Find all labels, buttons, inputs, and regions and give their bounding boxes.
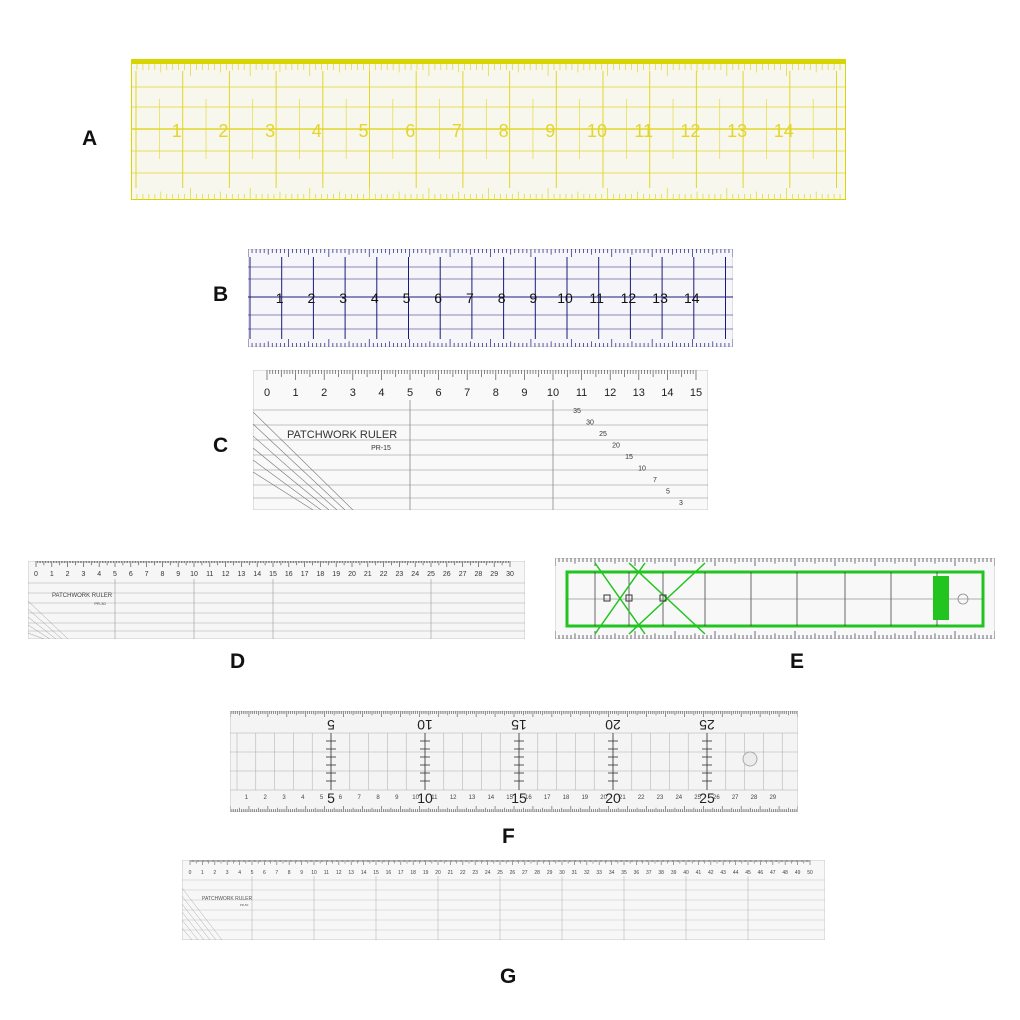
ruler-a (131, 59, 846, 200)
ruler-f-big-number: 5 (327, 790, 335, 806)
ruler-f-small-number: 26 (713, 795, 720, 801)
ruler-c-angle-label: 7 (653, 477, 657, 484)
ruler-b-number: 6 (434, 290, 443, 306)
ruler-d-number: 17 (300, 571, 309, 578)
ruler-a-number: 3 (265, 121, 276, 141)
ruler-f-image (230, 711, 798, 812)
ruler-g-number: 18 (410, 870, 416, 876)
ruler-c-number: 11 (575, 387, 588, 399)
ruler-d-number: 8 (160, 571, 165, 578)
ruler-c-number: 8 (492, 387, 499, 399)
ruler-f-small-number: 11 (431, 795, 438, 801)
ruler-g-number: 27 (522, 870, 528, 876)
ruler-d-number: 27 (458, 571, 467, 578)
ruler-d-number: 2 (65, 571, 70, 578)
ruler-a-number: 6 (405, 121, 416, 141)
ruler-a-number: 10 (586, 121, 608, 141)
ruler-d-number: 25 (427, 571, 435, 578)
ruler-g-number: 34 (608, 870, 615, 876)
ruler-f-small-number: 15 (506, 795, 513, 801)
ruler-c-angle-label: 15 (625, 454, 633, 461)
ruler-f-small-number: 12 (449, 795, 457, 801)
ruler-g-number: 23 (472, 870, 478, 876)
ruler-f-small-number: 7 (357, 795, 361, 801)
ruler-f-small-number: 18 (562, 795, 570, 801)
ruler-d-number: 19 (332, 571, 341, 578)
ruler-g-number: 14 (360, 870, 367, 876)
ruler-g-number: 50 (807, 870, 813, 876)
ruler-g-number: 44 (732, 870, 739, 876)
ruler-c-number: 7 (464, 387, 471, 399)
ruler-g-number: 7 (275, 870, 279, 876)
ruler-g-number: 21 (447, 870, 454, 876)
ruler-f-small-number: 1 (244, 795, 249, 801)
ruler-c-number: 15 (689, 387, 703, 399)
ruler-d-number: 29 (490, 571, 499, 578)
ruler-f-small-number: 21 (619, 795, 626, 801)
ruler-b (248, 249, 733, 347)
ruler-d-number: 23 (395, 571, 404, 578)
ruler-f-big-number-top: 20 (605, 717, 621, 733)
ruler-c-number: 3 (349, 387, 356, 399)
ruler-a-number: 12 (680, 121, 701, 141)
ruler-f-small-number: 19 (581, 795, 589, 801)
ruler-d-number: 7 (144, 571, 149, 578)
ruler-a-number: 14 (773, 121, 794, 141)
ruler-f-small-number: 25 (694, 795, 701, 801)
ruler-f-small-number: 3 (282, 795, 286, 801)
ruler-d-number: 21 (363, 571, 372, 578)
ruler-g-number: 48 (782, 870, 788, 876)
ruler-g-number: 17 (398, 870, 404, 876)
ruler-c-angle-label: 20 (612, 442, 620, 450)
ruler-f-small-number: 29 (769, 795, 777, 801)
ruler-g-number: 15 (373, 870, 379, 876)
ruler-c-number: 0 (263, 387, 271, 399)
ruler-g-number: 5 (250, 870, 254, 876)
ruler-g-number: 49 (794, 870, 801, 876)
ruler-f-big-number: 15 (511, 790, 527, 806)
ruler-g (182, 860, 825, 940)
ruler-g-model-text: PR-50 (239, 903, 249, 907)
label-e: E (790, 650, 805, 673)
ruler-g-number: 45 (745, 870, 751, 876)
ruler-b-number: 12 (620, 290, 637, 306)
ruler-b-number: 14 (684, 290, 700, 306)
ruler-g-number: 42 (708, 870, 714, 876)
ruler-a-number: 11 (634, 121, 654, 141)
ruler-c-number: 10 (546, 387, 560, 399)
ruler-a-number: 7 (451, 121, 462, 141)
ruler-b-number: 1 (275, 290, 284, 306)
ruler-b-number: 3 (339, 290, 347, 306)
ruler-g-number: 11 (323, 870, 330, 876)
ruler-a-number: 5 (358, 121, 369, 141)
ruler-c-number: 6 (435, 387, 442, 399)
ruler-d-number: 30 (506, 571, 514, 578)
ruler-g-number: 40 (683, 870, 689, 876)
ruler-g-number: 30 (559, 870, 565, 876)
ruler-d-number: 20 (348, 571, 356, 578)
ruler-a-number: 4 (311, 121, 322, 141)
ruler-c-angle-label: 25 (599, 431, 607, 438)
ruler-c-model-text: PR-15 (371, 445, 391, 452)
ruler-d-number: 26 (442, 571, 451, 578)
ruler-f-small-number: 4 (301, 795, 305, 801)
ruler-d-image (28, 561, 525, 639)
label-a: A (82, 127, 98, 150)
ruler-b-number: 11 (589, 290, 604, 306)
ruler-b-number: 5 (402, 290, 411, 306)
ruler-c-number: 5 (406, 387, 414, 399)
ruler-g-number: 36 (633, 870, 640, 876)
ruler-g-number: 13 (348, 870, 354, 876)
ruler-g-number: 9 (300, 870, 303, 876)
ruler-c-angle-label: 35 (573, 408, 581, 415)
ruler-a-number: 1 (171, 121, 182, 141)
ruler-c-angle-label: 30 (586, 419, 594, 427)
ruler-c-number: 14 (661, 387, 674, 399)
ruler-d-number: 3 (81, 571, 86, 578)
ruler-f-big-number-top: 10 (417, 717, 433, 733)
ruler-d-brand-text: PATCHWORK RULER (52, 593, 113, 599)
ruler-f-small-number: 5 (319, 795, 324, 801)
ruler-g-number: 26 (509, 870, 516, 876)
ruler-c-number: 12 (604, 387, 617, 399)
ruler-g-number: 2 (213, 870, 217, 876)
ruler-f-big-number: 25 (699, 790, 715, 806)
ruler-g-number: 20 (435, 870, 441, 876)
ruler-g-number: 0 (188, 870, 192, 876)
ruler-b-number: 9 (529, 290, 538, 306)
ruler-g-number: 46 (757, 870, 764, 876)
ruler-g-number: 35 (621, 870, 627, 876)
ruler-g-number: 37 (646, 870, 652, 876)
ruler-d-number: 1 (49, 571, 54, 578)
ruler-b-number: 7 (466, 290, 474, 306)
ruler-g-number: 16 (385, 870, 392, 876)
ruler-f-big-number: 20 (605, 790, 621, 806)
ruler-g-number: 22 (460, 870, 466, 876)
ruler-d-number: 14 (253, 571, 262, 578)
ruler-g-brand-text: PATCHWORK RULER (202, 896, 253, 902)
ruler-f-small-number: 24 (675, 795, 683, 801)
ruler-f-big-number-top: 15 (511, 717, 527, 733)
ruler-d-number: 4 (97, 571, 102, 578)
ruler-d (28, 561, 525, 639)
ruler-d-number: 9 (176, 571, 181, 578)
ruler-b-image (248, 249, 733, 347)
ruler-g-number: 12 (336, 870, 342, 876)
ruler-d-number: 15 (269, 571, 277, 578)
ruler-g-number: 41 (695, 870, 702, 876)
ruler-f-small-number: 20 (600, 795, 607, 801)
ruler-f-small-number: 22 (637, 795, 645, 801)
ruler-d-number: 18 (316, 571, 325, 578)
ruler-c-number: 13 (632, 387, 645, 399)
ruler-g-number: 32 (584, 870, 590, 876)
ruler-c-angle-label: 10 (638, 465, 646, 473)
ruler-g-number: 24 (484, 870, 491, 876)
ruler-d-number: 0 (34, 571, 38, 578)
ruler-b-number: 10 (557, 290, 573, 306)
ruler-g-image (182, 860, 825, 940)
ruler-d-model-text: PR-30 (94, 601, 106, 606)
ruler-g-number: 3 (225, 870, 229, 876)
ruler-d-number: 6 (128, 571, 133, 578)
ruler-b-number: 13 (652, 290, 668, 306)
ruler-f-small-number: 16 (525, 795, 532, 801)
ruler-g-number: 33 (596, 870, 602, 876)
ruler-f-small-number: 14 (487, 795, 495, 801)
ruler-f-big-number-top: 25 (699, 717, 715, 733)
ruler-b-number: 8 (497, 290, 506, 306)
ruler-c (253, 370, 708, 510)
ruler-d-number: 28 (474, 571, 483, 578)
ruler-b-number: 2 (307, 290, 316, 306)
ruler-g-number: 28 (534, 870, 540, 876)
ruler-c-brand-text: PATCHWORK RULER (287, 429, 398, 441)
ruler-a-image (131, 59, 846, 200)
label-g: G (500, 965, 517, 988)
ruler-c-number: 9 (521, 387, 528, 399)
ruler-e-image (555, 558, 995, 639)
ruler-f-small-number: 27 (731, 795, 739, 801)
label-b: B (213, 283, 229, 306)
ruler-g-number: 38 (658, 870, 664, 876)
ruler-a-number: 9 (545, 121, 556, 141)
ruler-f-big-number-top: 5 (327, 717, 335, 733)
ruler-d-number: 5 (113, 571, 117, 578)
ruler-e (555, 558, 995, 639)
ruler-g-number: 1 (201, 870, 204, 876)
label-c: C (213, 434, 229, 457)
ruler-g-number: 19 (422, 870, 429, 876)
label-d: D (230, 650, 246, 673)
ruler-d-number: 16 (284, 571, 293, 578)
ruler-c-angle-label: 3 (679, 500, 683, 507)
ruler-a-number: 2 (218, 121, 229, 141)
ruler-d-number: 10 (190, 571, 198, 578)
ruler-a-number: 13 (727, 121, 748, 141)
ruler-c-image (253, 370, 708, 510)
ruler-f-small-number: 2 (263, 795, 267, 801)
ruler-g-number: 39 (670, 870, 677, 876)
ruler-d-number: 11 (206, 571, 214, 578)
ruler-c-number: 4 (378, 387, 385, 399)
ruler-d-number: 24 (411, 571, 420, 578)
ruler-c-number: 1 (292, 387, 299, 399)
ruler-f (230, 711, 798, 812)
ruler-g-number: 43 (720, 870, 726, 876)
ruler-g-number: 31 (571, 870, 578, 876)
ruler-f-small-number: 9 (395, 795, 399, 801)
ruler-d-number: 22 (379, 571, 388, 578)
ruler-f-big-number: 10 (417, 790, 433, 806)
ruler-f-small-number: 17 (543, 795, 551, 801)
ruler-f-small-number: 28 (750, 795, 758, 801)
label-f: F (502, 825, 515, 848)
ruler-d-number: 13 (237, 571, 246, 578)
ruler-f-small-number: 23 (656, 795, 664, 801)
ruler-g-number: 6 (263, 870, 266, 876)
ruler-f-small-number: 8 (376, 795, 380, 801)
ruler-g-number: 29 (546, 870, 553, 876)
ruler-d-number: 12 (221, 571, 230, 578)
ruler-g-number: 47 (770, 870, 776, 876)
ruler-f-small-number: 13 (468, 795, 476, 801)
ruler-g-number: 8 (287, 870, 291, 876)
ruler-c-number: 2 (321, 387, 328, 399)
ruler-a-number: 8 (498, 121, 509, 141)
ruler-g-number: 10 (311, 870, 317, 876)
ruler-f-small-number: 10 (412, 795, 419, 801)
ruler-b-number: 4 (370, 290, 379, 306)
ruler-g-number: 4 (238, 870, 241, 876)
ruler-c-angle-label: 5 (666, 488, 670, 496)
ruler-f-small-number: 6 (338, 795, 343, 801)
ruler-g-number: 25 (497, 870, 503, 876)
